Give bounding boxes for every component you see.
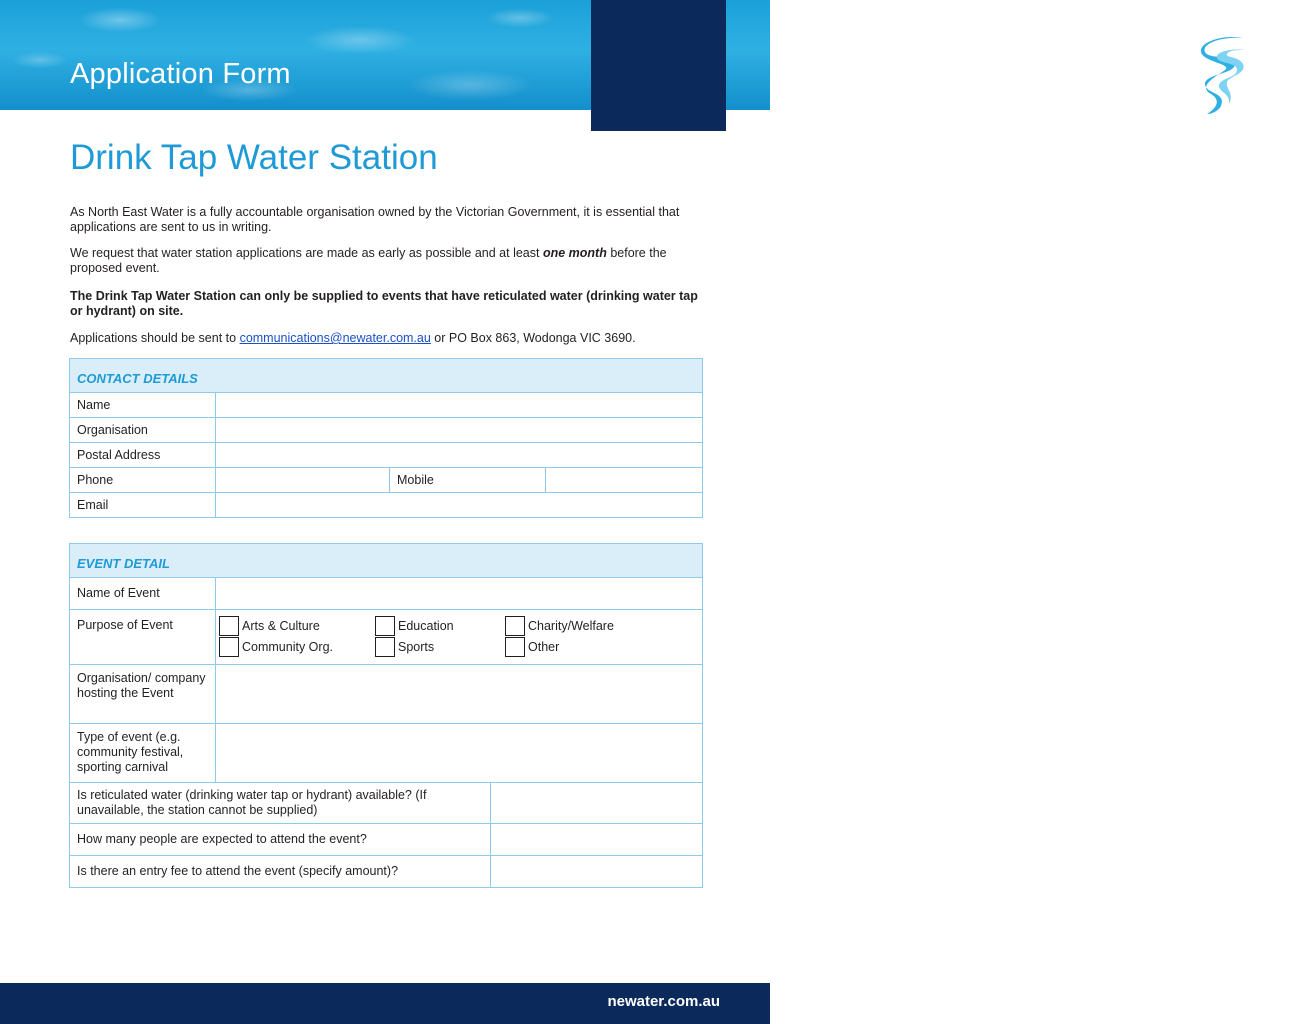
logo-line2: East	[1256, 78, 1288, 95]
checkbox[interactable]	[375, 637, 395, 657]
event-detail-table	[69, 543, 703, 888]
mobile-field[interactable]	[546, 468, 703, 493]
water-swoosh-icon	[1191, 34, 1249, 116]
intro-paragraph: As North East Water is a fully accountable organisation owned by the Victorian Government, it is essential that applications are sent to us in writing.	[70, 205, 680, 234]
footer-bar	[0, 983, 770, 1024]
timing-text-after: before the proposed event.	[70, 246, 667, 275]
entry-fee-field[interactable]	[491, 856, 703, 888]
name-field[interactable]	[216, 393, 703, 418]
logo-text	[1256, 66, 1297, 108]
submission-text-before: Applications should be sent to	[70, 331, 240, 345]
purpose-option-charity[interactable]	[505, 616, 702, 637]
postal-address-label: Postal Address	[70, 443, 216, 468]
water-availability-field[interactable]	[491, 783, 703, 824]
event-type-label: Type of event (e.g. community festival, sporting carnival	[70, 724, 216, 783]
purpose-option-other[interactable]	[505, 637, 702, 658]
phone-field[interactable]	[216, 468, 390, 493]
timing-paragraph	[70, 246, 710, 276]
requirement-paragraph: The Drink Tap Water Station can only be supplied to events that have reticulated water (drinking water tap or hydrant) on site.	[70, 289, 698, 318]
checkbox[interactable]	[219, 616, 239, 636]
logo-line3: Water	[1256, 92, 1297, 109]
checkbox[interactable]	[505, 637, 525, 657]
submission-text-after: or PO Box 863, Wodonga VIC 3690.	[430, 331, 636, 345]
purpose-option-community[interactable]	[219, 637, 375, 658]
timing-emphasis: one month	[542, 246, 607, 260]
purpose-option-sports[interactable]	[375, 637, 505, 658]
phone-label: Phone	[70, 468, 216, 493]
organisation-label: Organisation	[70, 418, 216, 443]
event-name-field[interactable]	[216, 578, 703, 610]
host-organisation-field[interactable]	[216, 665, 703, 724]
purpose-label: Purpose of Event	[70, 610, 216, 665]
host-organisation-label: Organisation/ company hosting the Event	[70, 665, 216, 724]
logo-line1: North	[1256, 64, 1296, 81]
contact-heading: CONTACT DETAILS	[70, 359, 703, 393]
purpose-option-education[interactable]	[375, 616, 505, 637]
email-field[interactable]	[216, 493, 703, 518]
submission-paragraph	[70, 331, 710, 346]
checkbox[interactable]	[375, 616, 395, 636]
attendance-field[interactable]	[491, 824, 703, 856]
event-heading: EVENT DETAIL	[70, 544, 703, 578]
option-label: Education	[398, 618, 454, 633]
logo	[591, 0, 1297, 131]
event-type-field[interactable]	[216, 724, 703, 783]
option-label: Arts & Culture	[242, 618, 320, 633]
option-label: Charity/Welfare	[528, 618, 614, 633]
entry-fee-question: Is there an entry fee to attend the event (specify amount)?	[70, 856, 491, 888]
postal-address-field[interactable]	[216, 443, 703, 468]
name-label: Name	[70, 393, 216, 418]
attendance-question: How many people are expected to attend the event?	[70, 824, 491, 856]
website-link[interactable]: newater.com.au	[607, 993, 720, 1010]
water-availability-question: Is reticulated water (drinking water tap or hydrant) available? (If unavailable, the station cannot be supplied)	[70, 783, 491, 824]
event-name-label: Name of Event	[70, 578, 216, 610]
option-label: Sports	[398, 639, 435, 654]
email-label: Email	[70, 493, 216, 518]
banner-title: Application Form	[70, 58, 291, 90]
purpose-option-arts[interactable]	[219, 616, 375, 637]
purpose-options	[216, 610, 703, 665]
mobile-label: Mobile	[390, 468, 546, 493]
document-title: Drink Tap Water Station	[70, 138, 438, 177]
timing-text-before: We request that water station applications are made as early as possible and at least	[70, 246, 543, 260]
option-label: Other	[528, 639, 560, 654]
email-link[interactable]: communications@newater.com.au	[239, 331, 431, 345]
checkbox[interactable]	[219, 637, 239, 657]
organisation-field[interactable]	[216, 418, 703, 443]
option-label: Community Org.	[242, 639, 333, 654]
checkbox[interactable]	[505, 616, 525, 636]
contact-details-table	[69, 358, 703, 518]
